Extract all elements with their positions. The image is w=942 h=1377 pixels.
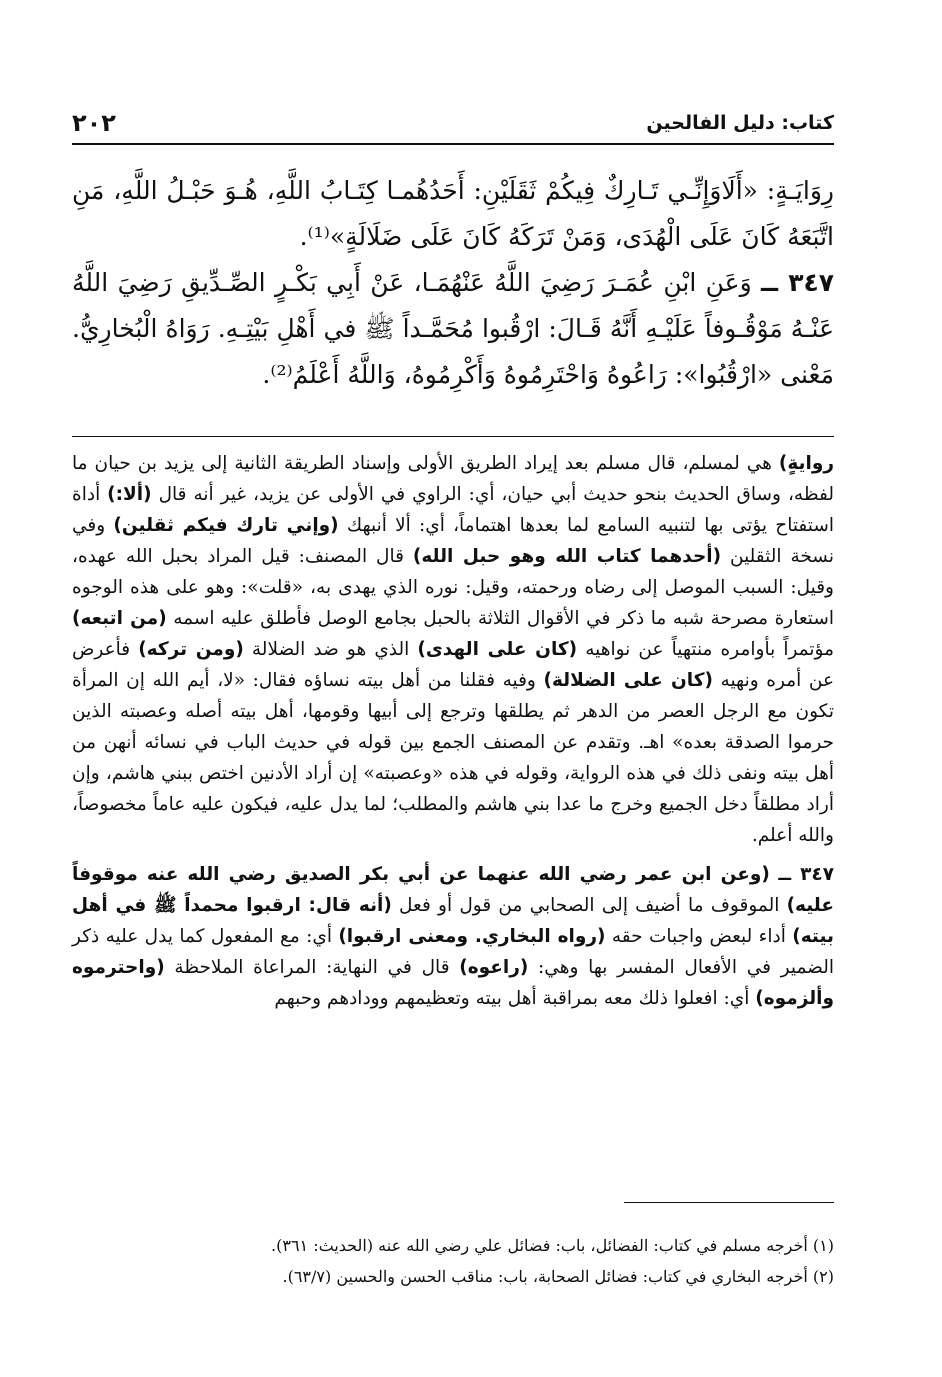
commentary-text: قال المصنف: قيل المراد بحبل الله عهده، وقيل: السبب الموصل إلى رضاه ورحمته، وقيل: نوره الذي يهدى به، «قلت»: وهو على هذه الوجوه استعارة مصرحة شبه ما ذكر في الأقوال الثلاثة بالحبل بجامع الوصل فأطلق عليه اسمه [72, 546, 834, 629]
page-header [72, 98, 834, 138]
commentary-text: وفي نسخة الثقلين [72, 515, 834, 567]
commentary-text: أي: افعلوا ذلك معه بمراقبة أهل بيته وتعظيمهم وودادهم وحبهم [274, 988, 756, 1009]
commentary-quote: (كان على الضلالة) [543, 670, 713, 691]
commentary-hadith-number: ٣٤٧ ــ [778, 864, 835, 885]
hadith-347 [72, 260, 834, 398]
commentary-quote: (وإني تارك فيكم ثقلين) [113, 515, 339, 536]
commentary-paragraph-1 [72, 448, 834, 851]
footnote-2: (٢) أخرجه البخاري في كتاب: فضائل الصحابة، باب: مناقب الحسن والحسين (٦٣/٧). [282, 1267, 834, 1286]
commentary-text: أداة استفتاح يؤتى بها لتنبيه السامع لما بعدها اهتماماً، أي: ألا أنبهك [72, 484, 834, 536]
commentary-text: الموقوف ما أضيف إلى الصحابي من قول أو فعل [391, 895, 787, 916]
hadith-347-text: وَعَنِ ابْنِ عُمَـرَ رَضِيَ اللَّهُ عَنْهُمَـا، عَنْ أَبِي بَكْـرٍ الصِّـدِّيقِ رَضِيَ اللَّهُ عَنْـهُ مَوْقُـوفاً عَلَيْـهِ أَنَّهُ قَـالَ: ارْقُبوا مُحَمَّـداً ﷺ في أَهْلِ بَيْتِـهِ. رَوَاهُ الْبُخارِيُّ. مَعْنى «ارْقُبُوا»: رَاعُوهُ وَاحْتَرِمُوهُ وَأَكْرِمُوهُ، وَاللَّهُ أَعْلَمُ⁽²⁾. [72, 268, 834, 389]
commentary-text: فأعرض عن أمره ونهيه [72, 639, 835, 691]
header-rule [72, 143, 834, 145]
commentary-quote: (أنه قال: ارقبوا محمداً ﷺ في أهل بيته) [72, 895, 834, 947]
commentary [72, 448, 834, 1014]
main-hadith-text [72, 168, 834, 398]
commentary-text: هي لمسلم، قال مسلم بعد إيراد الطريق الأولى وإسناد الطريقة الثانية إلى يزيد بن حيان ما لفظه، وساق الحديث بنحو حديث أبي حيان، أي: الراوي في الأولى عن يزيد، غير أنه قال [72, 453, 834, 505]
commentary-quote: (رواه البخاري. ومعنى ارقبوا) [338, 926, 606, 947]
commentary-lead: روايةٍ) [778, 453, 834, 474]
page-number: ٢٠٢ [72, 109, 116, 137]
footnote-divider [624, 1202, 834, 1203]
section-divider [72, 436, 834, 437]
commentary-quote: (ومن تركه) [138, 639, 244, 660]
footnotes [72, 1230, 834, 1292]
commentary-paragraph-2 [72, 859, 834, 1014]
footnote-1: (١) أخرجه مسلم في كتاب: الفضائل، باب: فضائل علي رضي الله عنه (الحديث: ٣٦١). [271, 1236, 834, 1255]
hadith-number: ٣٤٧ ــ [761, 268, 835, 297]
commentary-quote: (راعوه) [459, 957, 529, 978]
commentary-text: أداء لبعض واجبات حقه [605, 926, 793, 947]
commentary-quote: (وعن ابن عمر رضي الله عنهما عن أبي بكر الصديق رضي الله عنه موقوفاً عليه) [72, 864, 834, 916]
commentary-text: وفيه فقلنا من أهل بيته نساؤه فقال: «لا، أيم الله إن المرأة تكون مع الرجل العصر من الدهر ثم يطلقها وترجع إلى أبيها وقومها، أهل بيته أصله وعصبته الذين حرموا الصدقة بعده» اهـ. وتقدم عن المصنف الجمع بين قوله في حديث الباب في نسائه أنهن من أهل بيته ونفى ذلك في هذه الرواية، وقوله في هذه «وعصبته» إن أراد الأدنين اختص ببني هاشم، وإن أراد مطلقاً دخل الجميع وخرج ما عدا بني هاشم والمطلب؛ لما يدل عليه، فيكون عليه عاماً مخصوصاً، والله أعلم. [72, 670, 834, 846]
commentary-quote: (أحدهما كتاب الله وهو حبل الله) [412, 546, 722, 567]
commentary-quote: (كان على الهدى) [417, 639, 578, 660]
commentary-text: الذي هو ضد الضلالة [243, 639, 418, 660]
commentary-quote: (من اتبعه) [72, 608, 167, 629]
commentary-text: أي: مع المفعول كما يدل عليه ذكر الضمير في الأفعال المفسر بها وهي: [72, 926, 834, 978]
commentary-quote: (واحترموه وألزموه) [72, 957, 834, 1009]
commentary-text: مؤتمراً بأوامره منتهياً عن نواهيه [577, 639, 834, 660]
hadith-346-tail: رِوَايَـةٍ: «أَلَاوَإِنِّـي تَـارِكٌ فِيكُمْ ثَقَلَيْنِ: أَحَدُهُمـا كِتَـابُ اللَّهِ، هُـوَ حَبْـلُ اللَّهِ، مَنِ اتَّبَعَهُ كَانَ عَلَى الْهُدَى، وَمَنْ تَرَكَهُ كَانَ عَلَى ضَلَالَةٍ»⁽¹⁾. [72, 176, 834, 251]
commentary-text: قال في النهاية: المراعاة الملاحظة [164, 957, 460, 978]
commentary-quote: (ألا:) [107, 484, 152, 505]
book-title: كتاب: دليل الفالحين [646, 112, 834, 134]
